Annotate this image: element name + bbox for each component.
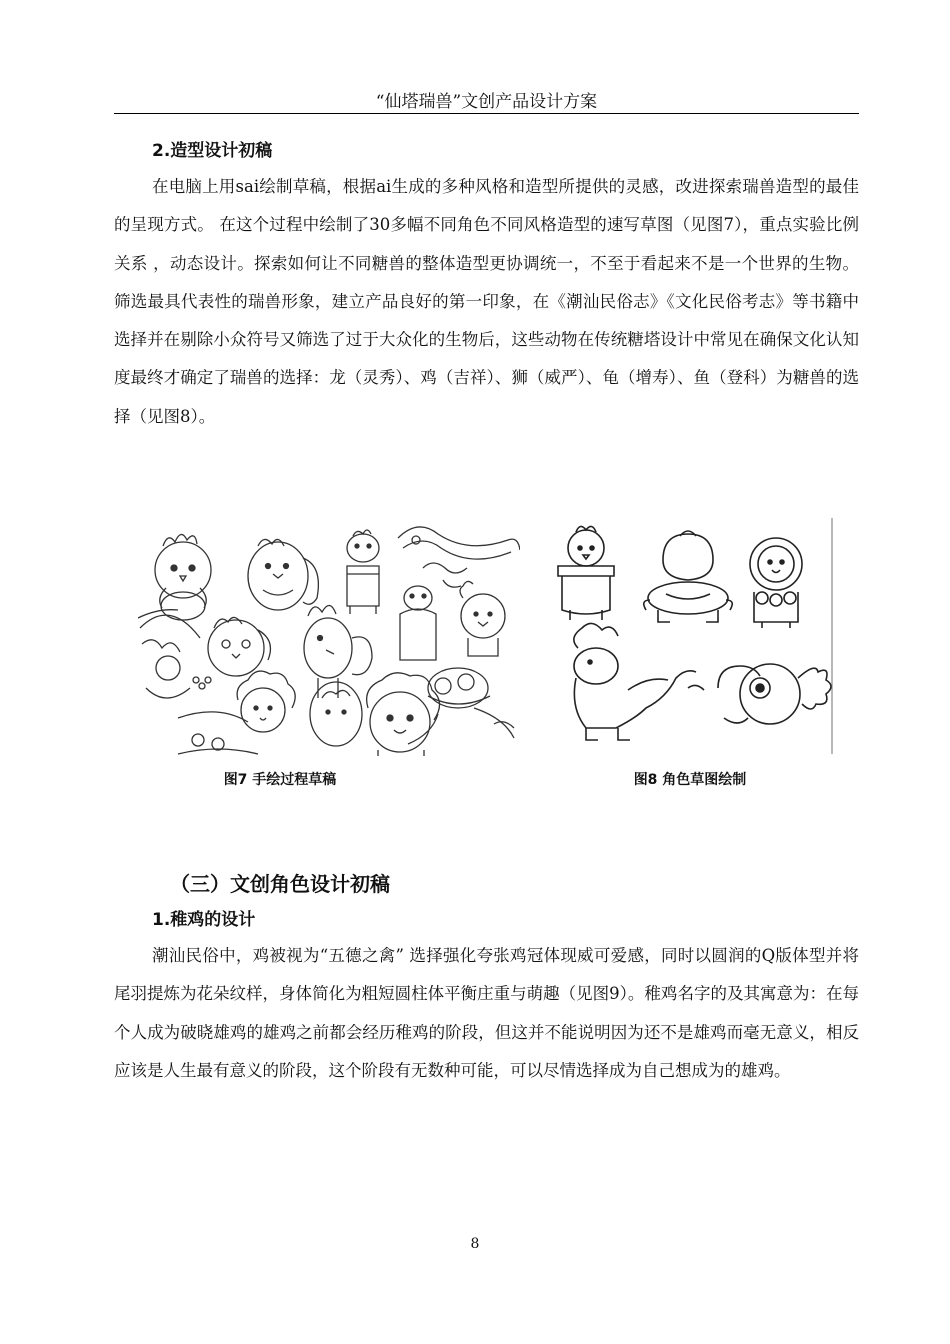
lion-egg-sketch-icon [310,682,362,746]
turtle-sketch-icon [408,668,514,744]
round-bird-sketch-icon [248,539,318,610]
flower-chick-sketch-icon [460,581,505,656]
figure-8-caption: 图8 角色草图绘制 [633,772,747,788]
subsection-heading-chick-design: 1.稚鸡的设计 [152,910,256,930]
penguin-sketch-icon [400,586,436,660]
chick-sketch-icon [155,534,211,620]
flower-doodle-icon [193,677,211,689]
dragon-coil-sketch-icon [398,527,520,587]
fish-character-icon [718,664,831,724]
girl-head-sketch-icon [138,610,200,698]
figure-7-sketch-collage [138,518,520,756]
page-number: 8 [470,1236,480,1252]
section-heading-modeling-draft: 2.造型设计初稿 [152,141,273,161]
figure-7-caption: 图7 手绘过程草稿 [223,772,337,788]
section-heading-character-design: （三）文创角色设计初稿 [170,872,390,896]
running-header: “仙塔瑞兽”文创产品设计方案 [375,92,598,112]
dragon-character-icon [574,623,704,740]
figure-8-character-sketches [548,518,834,754]
rooster-sketch-icon [304,605,372,698]
penguin-chick-sketch-icon [347,530,379,614]
lion-character-icon [750,538,802,628]
owl-chick-sketch-icon [208,617,270,676]
header-divider [114,113,859,114]
paragraph-chick-design: 潮汕民俗中，鸡被视为“五德之禽” 选择强化夸张鸡冠体现威可爱感，同时以圆润的Q版体型并将尾羽提炼为花朵纹样，身体简化为粗短圆柱体平衡庄重与萌趣（见图9）。稚鸡名字的及其寓意为：在每个人成为破晓雄鸡的雄鸡之前都会经历稚鸡的阶段，但这并不能说明因为还不是雄鸡而毫无意义，相反应该是人生最有意义的阶段，这个阶段有无数种可能，可以尽情选择成为自己想成为的雄鸡。 [114,946,859,1080]
paragraph-modeling-draft: 在电脑上用sai绘制草稿，根据ai生成的多种风格和造型所提供的灵感，改进探索瑞兽造型的最佳的呈现方式。 在这个过程中绘制了30多幅不同角色不同风格造型的速写草图（见图7），重点实验比例关系 ，动态设计。探索如何让不同糖兽的整体造型更协调统一，不至于看起来不是一个世界的生物。筛选最具代表性的瑞兽形象，建立产品良好的第一印象，在《潮汕民俗志》《文化民俗考志》等书籍中选择并在剔除小众符号又筛选了过于大众化的生物后，这些动物在传统糖塔设计中常见在确保文化认知度最终才确定了瑞兽的选择：龙（灵秀）、鸡（吉祥）、狮（威严）、龟（增寿）、鱼（登科）为糖兽的选择（见图8）。 [114,177,859,426]
chick-character-icon [558,526,614,620]
turtle-character-icon [644,531,733,622]
